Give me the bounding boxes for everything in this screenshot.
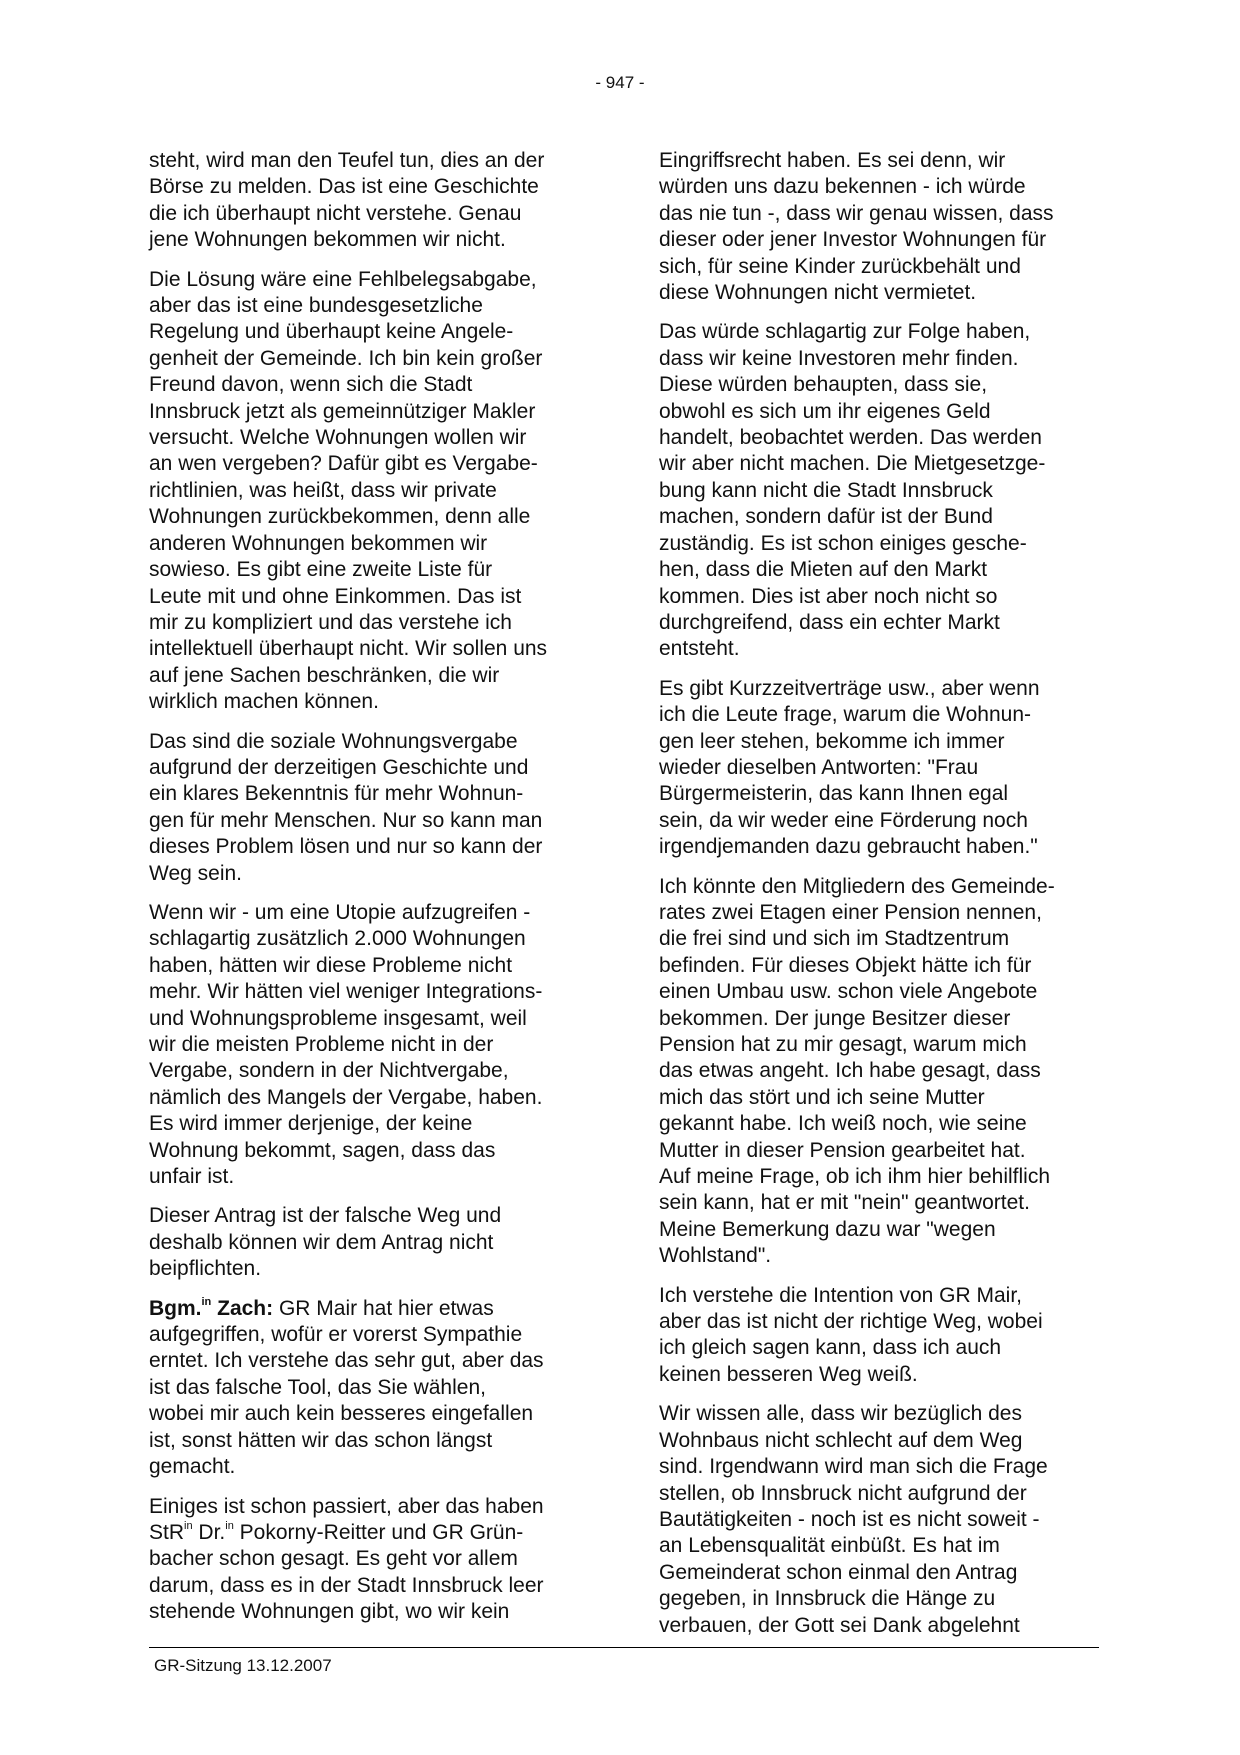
- paragraph: Wenn wir - um eine Utopie aufzugreifen - schlagartig zusätzlich 2.000 Wohnungen haben, hätten wir diese Probleme nicht mehr. Wir hätten viel weniger Integrations- und Wohnungsprobleme insgesamt, weil wir die meisten Probleme nicht in der Vergabe, sondern in der Nichtvergabe, nämlich des Mangels der Vergabe, haben. Es wird immer derjenige, der keine Wohnung bekommt, sagen, dass das unfair ist.: [149, 900, 543, 1189]
- left-column: [149, 148, 589, 1626]
- page-number: - 947 -: [595, 73, 645, 92]
- speaker-text: GR Mair hat hier etwas aufgegriffen, wofür er vorerst Sympathie erntet. Ich verstehe das sehr gut, aber das ist das falsche Tool, das Sie wählen, wobei mir auch kein besseres eingefallen ist, sonst hätten wir das schon längst gemacht.: [149, 1296, 544, 1479]
- speaker-paragraph: [149, 1296, 589, 1481]
- paragraph-text: Pokorny-Reitter und GR Grün- bacher schon gesagt. Es geht vor allem darum, dass es in der Stadt Innsbruck leer stehende Wohnungen gibt, wo wir kein: [149, 1520, 544, 1624]
- paragraph: Dieser Antrag ist der falsche Weg und deshalb können wir dem Antrag nicht beipflichten.: [149, 1204, 502, 1281]
- speaker-title: [149, 1297, 273, 1320]
- speaker-title-text: Bgm.: [149, 1296, 202, 1320]
- paragraph-text: Dr.: [192, 1520, 226, 1544]
- speaker-name: Zach:: [211, 1296, 274, 1320]
- paragraph: Das sind die soziale Wohnungsvergabe aufgrund der derzeitigen Geschichte und ein klares Bekenntnis für mehr Wohnun- gen für mehr Menschen. Nur so kann man dieses Problem lösen und nur so kann der Weg sein.: [149, 729, 543, 885]
- footer-session-date: GR-Sitzung 13.12.2007: [154, 1656, 332, 1675]
- title-superscript: in: [184, 1519, 193, 1532]
- title-superscript: in: [225, 1519, 234, 1532]
- paragraph-text: Einiges ist schon passiert, aber das haben StR: [149, 1494, 544, 1544]
- speaker-title-superscript: in: [201, 1295, 212, 1308]
- paragraph: Das würde schlagartig zur Folge haben, dass wir keine Investoren mehr finden. Diese würden behaupten, dass sie, obwohl es sich um ihr eigenes Geld handelt, beobachtet werden. Das werden wir aber nicht machen. Die Mietgesetzge- bung kann nicht die Stadt Innsbruck machen, sondern dafür ist der Bund zuständig. Es ist schon einiges gesche- hen, dass die Mieten auf den Markt kommen. Dies ist aber noch nicht so durchgreifend, dass ein echter Markt entsteht.: [659, 320, 1046, 661]
- footer-divider: [149, 1647, 1099, 1648]
- paragraph: Wir wissen alle, dass wir bezüglich des Wohnbaus nicht schlecht auf dem Weg sind. Irgendwann wird man sich die Frage stellen, ob Innsbruck nicht aufgrund der Bautätigkeiten - noch ist es nicht soweit - an Lebensqualität einbüßt. Es hat im Gemeinderat schon einmal den Antrag gegeben, in Innsbruck die Hänge zu verbauen, der Gott sei Dank abgelehnt: [659, 1402, 1048, 1637]
- paragraph: Eingriffsrecht haben. Es sei denn, wir würden uns dazu bekennen - ich würde das nie tun -, dass wir genau wissen, dass dieser oder jener Investor Wohnungen für sich, für seine Kinder zurückbehält und diese Wohnungen nicht vermietet.: [659, 149, 1054, 305]
- paragraph: steht, wird man den Teufel tun, dies an der Börse zu melden. Das ist eine Geschichte die ich überhaupt nicht verstehe. Genau jene Wohnungen bekommen wir nicht.: [149, 149, 545, 252]
- paragraph: Es gibt Kurzzeitverträge usw., aber wenn ich die Leute frage, warum die Wohnun- gen leer stehen, bekomme ich immer wieder dieselben Antworten: "Frau Bürgermeisterin, das kann Ihnen egal sein, da wir weder eine Förderung noch irgendjemanden dazu gebraucht haben.": [659, 676, 1040, 859]
- paragraph: Ich könnte den Mitgliedern des Gemeinde- rates zwei Etagen einer Pension nennen, die frei sind und sich im Stadtzentrum befinden. Für dieses Objekt hätte ich für einen Umbau usw. schon viele Angebote bekommen. Der junge Besitzer dieser Pension hat zu mir gesagt, warum mich das etwas angeht. Ich habe gesagt, dass mich das stört und ich seine Mutter gekannt habe. Ich weiß noch, wie seine Mutter in dieser Pension gearbeitet hat. Auf meine Frage, ob ich ihm hier behilflich sein kann, hat er mit "nein" geantwortet. Meine Bemerkung dazu war "wegen Wohlstand".: [659, 874, 1055, 1268]
- right-column: [659, 148, 1099, 1639]
- paragraph: Ich verstehe die Intention von GR Mair, aber das ist nicht der richtige Weg, wobei ich gleich sagen kann, dass ich auch keinen besseren Weg weiß.: [659, 1283, 1043, 1386]
- paragraph: [149, 1494, 589, 1626]
- paragraph: Die Lösung wäre eine Fehlbelegsabgabe, aber das ist eine bundesgesetzliche Regelung und überhaupt keine Angele- genheit der Gemeinde. Ich bin kein großer Freund davon, wenn sich die Stadt Innsbruck jetzt als gemeinnütziger Makler versucht. Welche Wohnungen wollen wir an wen vergeben? Dafür gibt es Vergabe- richtlinien, was heißt, dass wir private Wohnungen zurückbekommen, denn alle anderen Wohnungen bekommen wir sowieso. Es gibt eine zweite Liste für Leute mit und ohne Einkommen. Das ist mir zu kompliziert und das verstehe ich intellektuell überhaupt nicht. Wir sollen uns auf jene Sachen beschränken, die wir wirklich machen können.: [149, 267, 548, 714]
